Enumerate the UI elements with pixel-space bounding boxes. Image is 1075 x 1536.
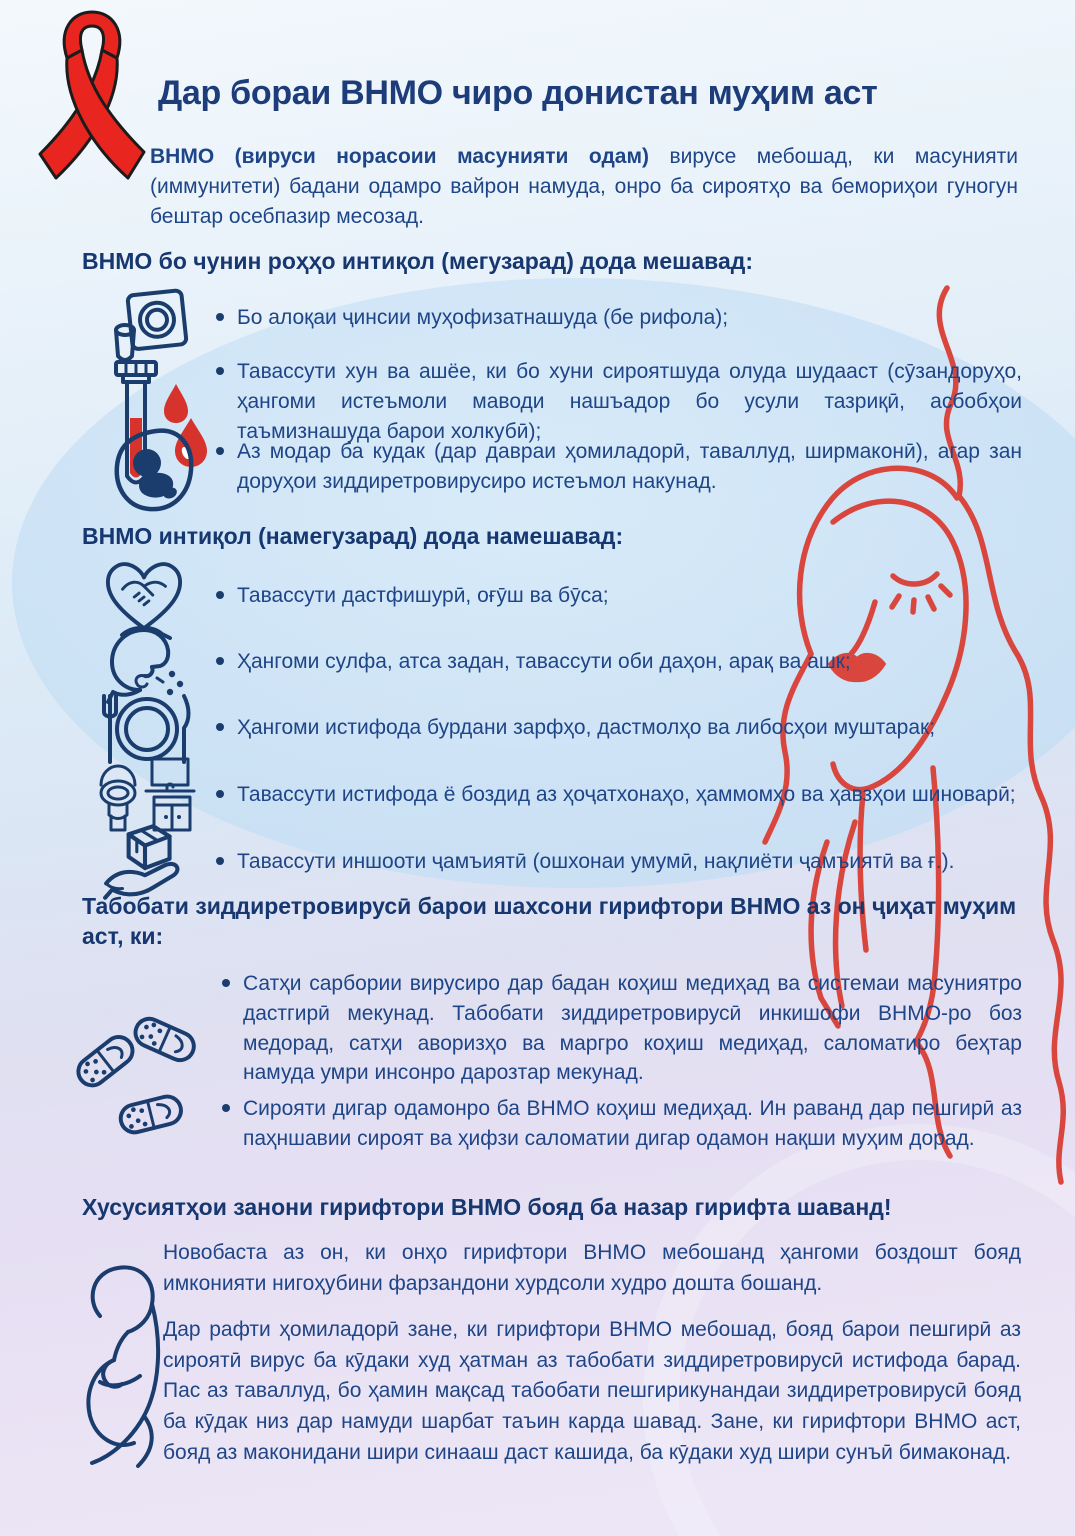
list-item <box>216 437 1022 497</box>
women-paragraph: Новобаста аз он, ки онҳо гирифтори ВНМО мебошанд ҳангоми боздошт бояд имконияти нигоҳубини фарзандони хурдсоли худро дошта бошанд. <box>163 1241 1021 1295</box>
bullet-text: Ҳангоми сулфа, атса задан, тавассути оби даҳон, арақ ва ашк; <box>237 650 851 673</box>
bullet-dot <box>222 1104 230 1112</box>
bullet-text: Тавассути дастфишурӣ, оғӯш ва бӯса; <box>237 584 609 607</box>
condom-icon <box>110 288 192 366</box>
intro-paragraph <box>150 142 1018 232</box>
bullet-text: Тавассути хун ва ашёе, ки бо хуни сироятшуда олуда шудааст (сӯзандоруҳо, ҳангоми истеъмоли маводи нашъадор бо усули тазриқӣ, асбобҳои таъмизнашуда барои холкубӣ); <box>237 360 1022 443</box>
bullet-dot <box>222 979 230 987</box>
fetus-icon <box>112 426 196 514</box>
bullet-dot <box>216 857 224 865</box>
bullet-text: Сирояти дигар одамонро ба ВНМО коҳиш медиҳад. Ин раванд дар пешгирӣ аз паҳншавии сироят ва ҳифзи саломатии дигар одамон нақши муҳим дорад. <box>243 1097 1022 1150</box>
bullet-text: Тавассути истифода ё боздид аз ҳоҷатхонаҳо, ҳаммомҳо ва ҳавзҳои шиноварӣ; <box>237 783 1016 806</box>
women-paragraph: Дар рафти ҳомиладорӣ зане, ки гирифтори ВНМО мебошад, бояд барои пешгирӣ аз сироятӣ вирус ба кӯдаки худ ҳатман аз табобати зиддиретровирусӣ истифода барад. Пас аз таваллуд, бо ҳамин мақсад табобати пешгирикунандаи зиддиретровирусӣ бояд ба кӯдак низ дар намуди шарбат таъин карда шавад. Зане, ки гирифтори ВНМО аст, бояд аз маконидани шири синааш даст кашида, ба кӯдаки худ шири сунъӣ бимаконад. <box>163 1318 1021 1464</box>
list-item <box>216 303 1022 333</box>
list-item <box>216 713 1022 743</box>
bullet-dot <box>216 790 224 798</box>
list-item <box>216 780 1022 810</box>
bullet-dot <box>216 591 224 599</box>
section-heading-women: Хусусиятҳои занони гирифтори ВНМО бояд ба назар гирифта шаванд! <box>82 1194 892 1220</box>
bullet-dot <box>216 723 224 731</box>
page-title: Дар бораи ВНМО чиро донистан муҳим аст <box>158 74 878 112</box>
bullet-dot <box>216 367 224 375</box>
bullet-dot <box>216 447 224 455</box>
section-heading-no-transmission: ВНМО интиқол (намегузарад) дода намешавад: <box>82 523 624 549</box>
pills-icon <box>60 1000 218 1150</box>
list-item <box>216 847 1022 877</box>
bullet-dot <box>216 313 224 321</box>
section-heading-transmission: ВНМО бо чунин роҳҳо интиқол (мегузарад) дода мешавад: <box>82 248 754 274</box>
list-item <box>216 581 1022 611</box>
bullet-text: Аз модар ба кудак (дар давраи ҳомиладорӣ, таваллуд, ширмаконӣ), агар зан доруҳои зиддиретровирусиро истеъмол накунад. <box>237 440 1022 493</box>
bullet-text: Тавассути иншооти ҷамъиятӣ (ошхонаи умумӣ, нақлиёти ҷамъиятӣ ва ғ.). <box>237 850 955 873</box>
list-item <box>216 357 1022 446</box>
section-heading-treatment: Табобати зиддиретровирусӣ барои шахсони гирифтори ВНМО аз он ҷиҳат муҳим аст, ки: <box>82 893 1017 950</box>
bullet-text: Сатҳи сарбории вирусиро дар бадан коҳиш медиҳад ва системаи масуниятро дастгирӣ мекунад. Табобати зиддиретровирусӣ инкишофи ВНМО-ро боз медорад, сатҳи аворизҳо ва маргро коҳиш медиҳад, саломатиро беҳтар намуда умри инсонро дарозтар мекунад. <box>243 972 1022 1085</box>
intro-rest: вирусе мебошад, ки масунияти (иммунитети) бадани одамро вайрон намуда, онро ба сироятҳо ва бемориҳои гуногун бештар осебпазир месозад. <box>150 145 1019 229</box>
bullet-text: Бо алоқаи ҷинсии муҳофизатнашуда (бе рифола); <box>237 306 729 329</box>
bullet-text: Ҳангоми истифода бурдани зарфҳо, дастмолҳо ва либосҳои муштарак; <box>237 716 936 739</box>
list-item <box>216 647 1022 677</box>
intro-lead: ВНМО (вируси норасоии масунияти одам) <box>150 145 649 168</box>
list-item <box>222 1094 1022 1154</box>
bullet-dot <box>216 657 224 665</box>
list-item <box>222 969 1022 1088</box>
